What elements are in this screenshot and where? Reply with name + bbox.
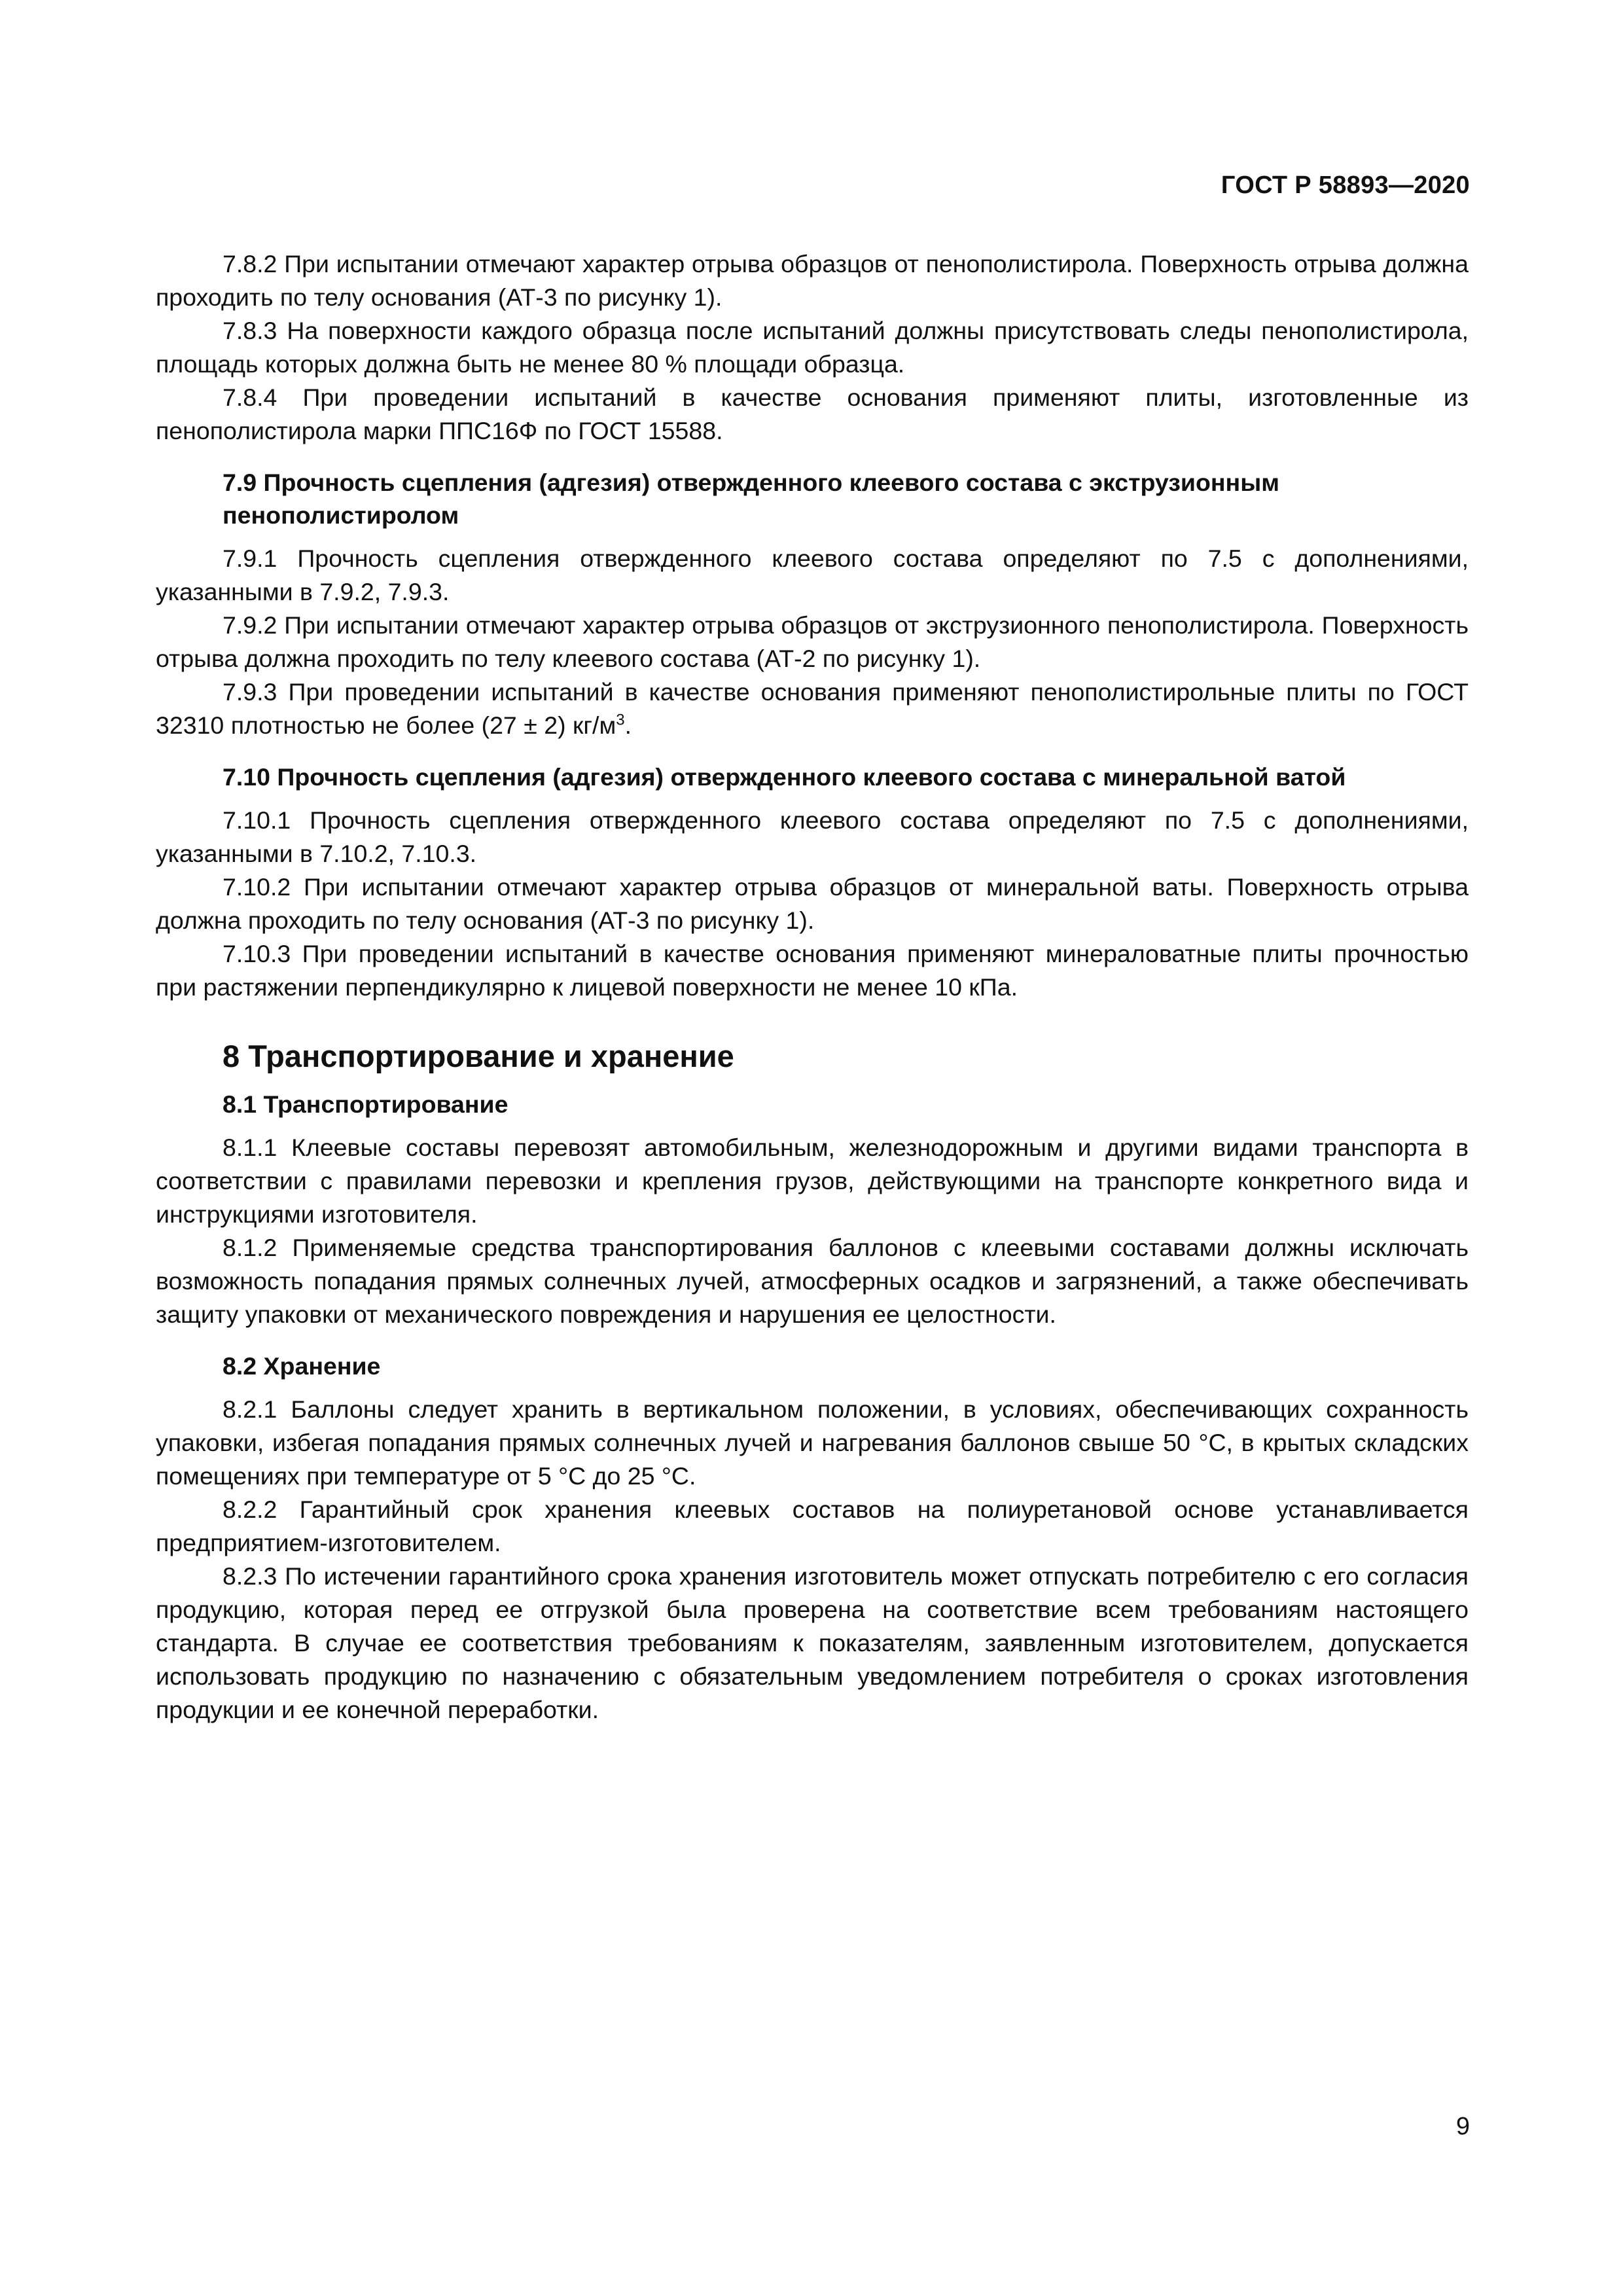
paragraph-8-1-1: 8.1.1 Клеевые составы перевозят автомобильным, железнодорожным и другими видами транспорта в соответствии с правилами перевозки и крепления грузов, действующими на транспорте конкретного вида и инструкциями изготовителя.	[156, 1134, 1469, 1228]
paragraph-8-2-2: 8.2.2 Гарантийный срок хранения клеевых составов на полиуретановой основе устанавливается предприятием-изготовителем.	[156, 1496, 1469, 1556]
superscript-cube: 3	[616, 711, 625, 729]
paragraph-7-10-1: 7.10.1 Прочность сцепления отвержденного клеевого состава определяют по 7.5 с дополнениями, указанными в 7.10.2, 7.10.3.	[156, 806, 1469, 867]
heading-8-2: 8.2 Хранение	[223, 1352, 381, 1380]
paragraph-7-9-3-end: .	[624, 711, 632, 739]
paragraph-7-8-2: 7.8.2 При испытании отмечают характер отрыва образцов от пенополистирола. Поверхность отрыва должна проходить по телу основания (АТ-3 по рисунку 1).	[156, 250, 1469, 311]
document-code-header: ГОСТ Р 58893—2020	[1221, 171, 1470, 199]
paragraph-7-10-3: 7.10.3 При проведении испытаний в качестве основания применяют минераловатные плиты прочностью при растяжении перпендикулярно к лицевой поверхности не менее 10 кПа.	[156, 940, 1469, 1001]
heading-7-9: 7.9 Прочность сцепления (адгезия) отвержденного клеевого состава с экструзионным пенополистиролом	[223, 469, 1279, 529]
section-8-title: 8 Транспортирование и хранение	[223, 1039, 734, 1073]
heading-7-10: 7.10 Прочность сцепления (адгезия) отвержденного клеевого состава с минеральной ватой	[223, 763, 1346, 791]
paragraph-7-8-4: 7.8.4 При проведении испытаний в качестве основания применяют плиты, изготовленные из пенополистирола марки ППС16Ф по ГОСТ 15588.	[156, 384, 1469, 444]
paragraph-7-9-1: 7.9.1 Прочность сцепления отвержденного клеевого состава определяют по 7.5 с дополнениями, указанными в 7.9.2, 7.9.3.	[156, 545, 1469, 605]
paragraph-7-9-3	[156, 675, 1469, 742]
document-body	[156, 247, 1469, 1727]
paragraph-7-9-3-text: 7.9.3 При проведении испытаний в качестве основания применяют пенополистирольные плиты по ГОСТ 32310 плотностью не более (27 ± 2) кг/м	[156, 678, 1469, 739]
paragraph-7-8-3: 7.8.3 На поверхности каждого образца после испытаний должны присутствовать следы пенополистирола, площадь которых должна быть не менее 80 % площади образца.	[156, 317, 1469, 378]
page-number: 9	[1455, 2113, 1470, 2140]
paragraph-8-1-2: 8.1.2 Применяемые средства транспортирования баллонов с клеевыми составами должны исключать возможность попадания прямых солнечных лучей, атмосферных осадков и загрязнений, а также обеспечивать защиту упаковки от механического повреждения и нарушения ее целостности.	[156, 1234, 1469, 1328]
paragraph-8-2-3: 8.2.3 По истечении гарантийного срока хранения изготовитель может отпускать потребителю с его согласия продукцию, которая перед ее отгрузкой была проверена на соответствие всем требованиям настоящего стандарта. В случае ее соответствия требованиям к показателям, заявленным изготовителем, допускается использовать продукцию по назначению с обязательным уведомлением потребителя о сроках изготовления продукции и ее конечной переработки.	[156, 1562, 1469, 1723]
heading-8-1: 8.1 Транспортирование	[223, 1090, 508, 1118]
paragraph-7-10-2: 7.10.2 При испытании отмечают характер отрыва образцов от минеральной ваты. Поверхность отрыва должна проходить по телу основания (АТ-3 по рисунку 1).	[156, 873, 1469, 934]
paragraph-8-2-1: 8.2.1 Баллоны следует хранить в вертикальном положении, в условиях, обеспечивающих сохранность упаковки, избегая попадания прямых солнечных лучей и нагревания баллонов свыше 50 °С, в крытых складских помещениях при температуре от 5 °С до 25 °С.	[156, 1395, 1469, 1490]
paragraph-7-9-2: 7.9.2 При испытании отмечают характер отрыва образцов от экструзионного пенополистирола. Поверхность отрыва должна проходить по телу клеевого состава (АТ-2 по рисунку 1).	[156, 611, 1469, 672]
